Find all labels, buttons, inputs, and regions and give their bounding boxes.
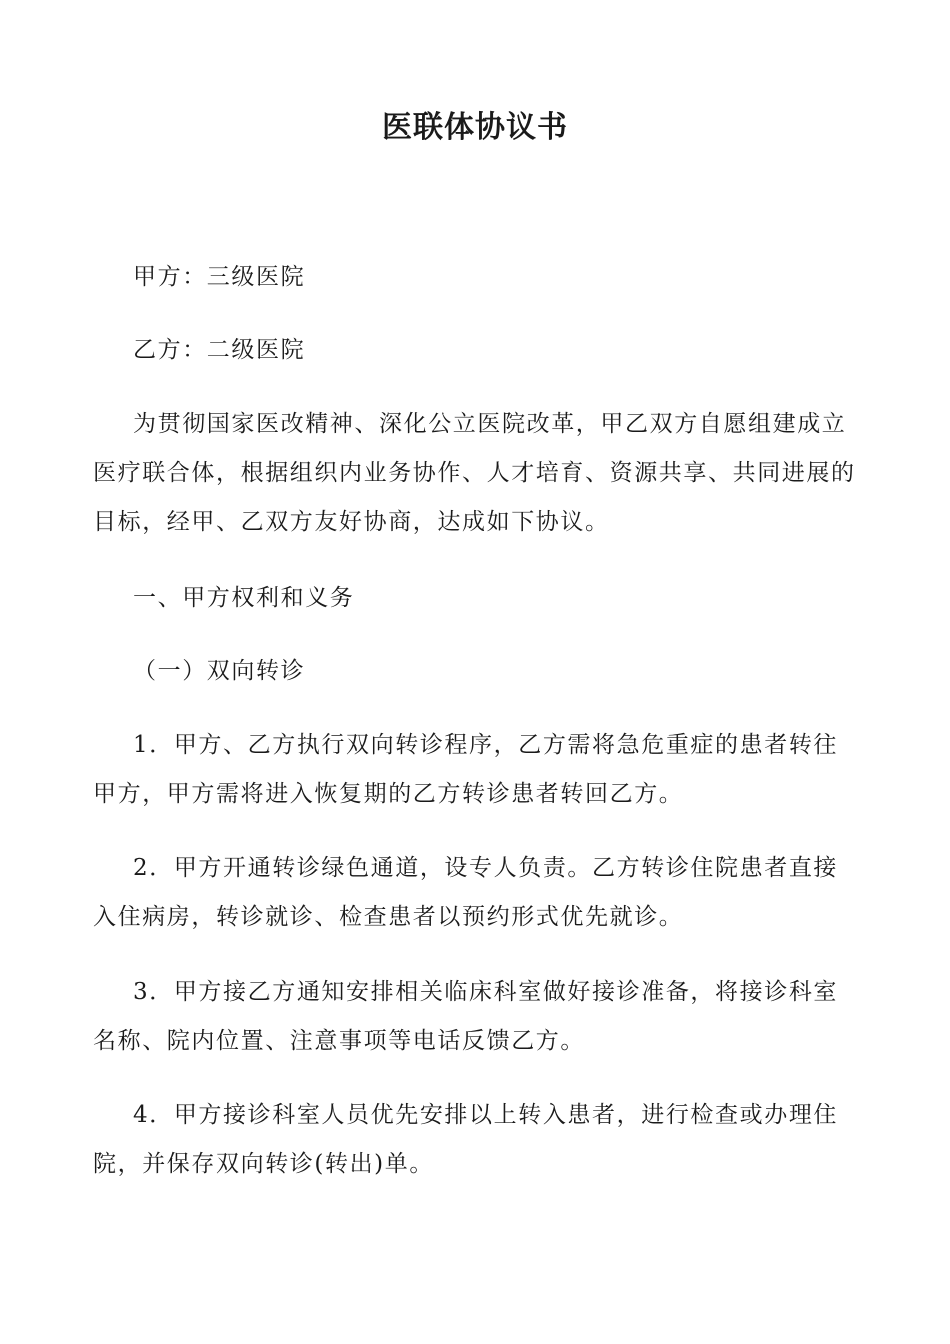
list-item: 2．甲方开通转诊绿色通道，设专人负责。乙方转诊住院患者直接入住病房，转诊就诊、检查患者以预约形式优先就诊。 bbox=[93, 855, 839, 930]
document-title: 医联体协议书 bbox=[382, 110, 568, 145]
list-item: 1．甲方、乙方执行双向转诊程序，乙方需将急危重症的患者转往甲方，甲方需将进入恢复期的乙方转诊患者转回乙方。 bbox=[93, 732, 839, 807]
list-item: 4．甲方接诊科室人员优先安排以上转入患者，进行检查或办理住院，并保存双向转诊(转出)单。 bbox=[93, 1102, 839, 1177]
party-b-line: 乙方：二级医院 bbox=[133, 337, 306, 363]
section-heading: 一、甲方权利和义务 bbox=[133, 585, 355, 611]
subsection-heading: （一）双向转诊 bbox=[133, 658, 306, 684]
intro-paragraph: 为贯彻国家医改精神、深化公立医院改革，甲乙双方自愿组建成立医疗联合体，根据组织内业务协作、人才培育、资源共享、共同进展的目标，经甲、乙双方友好协商，达成如下协议。 bbox=[93, 411, 856, 535]
list-item: 3．甲方接乙方通知安排相关临床科室做好接诊准备，将接诊科室名称、院内位置、注意事项等电话反馈乙方。 bbox=[93, 979, 839, 1054]
party-a-line: 甲方：三级医院 bbox=[133, 264, 306, 290]
